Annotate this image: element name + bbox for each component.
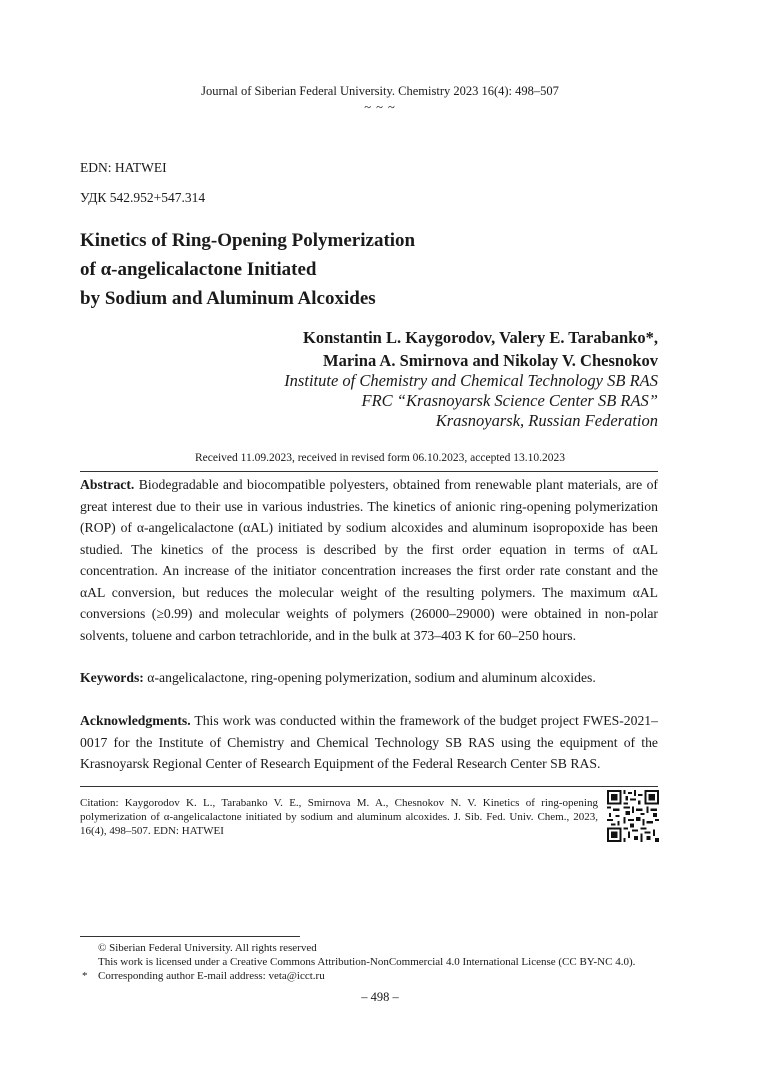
acknowledgments-text: This work was conducted within the framework of the budget project FWES-2021–0017 for the Institute of Chemistry and Chemical Technology SB RAS using the equipment of the Krasnoyarsk Regional Center of Research Equipment of the Federal Research Center SB RAS. (80, 713, 658, 771)
header-ornament: ~ ~ ~ (364, 100, 396, 114)
journal-header: Journal of Siberian Federal University. Chemistry 2023 16(4): 498–507 (201, 84, 559, 98)
received-dates: Received 11.09.2023, received in revised form 06.10.2023, accepted 13.10.2023 (194, 452, 566, 464)
qr-code-icon (607, 790, 659, 842)
authors (303, 326, 658, 372)
keywords (80, 667, 658, 689)
divider (80, 471, 658, 472)
corresponding-author-note: Corresponding author E-mail address: veta@icct.ru (98, 970, 325, 982)
license-note: This work is licensed under a Creative Commons Attribution-NonCommercial 4.0 International License (CC BY-NC 4.0). (98, 956, 636, 968)
citation: Citation: Kaygorodov K. L., Tarabanko V. E., Smirnova M. A., Chesnokov N. V. Kinetics of ring-opening polymerization of α-angelicalactone initiated by sodium and aluminum alcoxides. J. Sib. Fed. Univ. Chem., 2023, 16(4), 498–507. EDN: HATWEI (80, 797, 598, 837)
affiliation-line: Institute of Chemistry and Chemical Technology SB RAS (284, 371, 658, 390)
keywords-text: α-angelicalactone, ring-opening polymerization, sodium and aluminum alcoxides. (143, 670, 596, 685)
affiliation-line: FRC “Krasnoyarsk Science Center SB RAS” (361, 391, 658, 410)
divider (80, 786, 658, 787)
page-number: – 498 – (361, 990, 399, 1004)
paper-title (80, 226, 640, 313)
title-line: of α-angelicalactone Initiated (80, 259, 317, 280)
authors-line: Konstantin L. Kaygorodov, Valery E. Tarabanko*, (303, 328, 658, 347)
acknowledgments-label: Acknowledgments. (80, 713, 191, 728)
abstract-text: Biodegradable and biocompatible polyesters, obtained from renewable plant materials, are of great interest due to their use in various industries. The kinetics of anionic ring-opening polymerization (ROP) of α-angelicalactone (αAL) initiated by sodium alcoxides and aluminum isopropoxide has been studied. The kinetics of the process is described by the first order equation in terms of αAL concentration. An increase of the initiator concentration increases the first order rate constant and the αAL conversion, but reduces the molecular weight of the resulting polymers. The maximum αAL conversions (≥0.99) and molecular weights of polymers (26000–29000) were obtained in non-polar solvents, toluene and carbon tetrachloride, and in the bulk at 373–403 K for 60–250 hours. (80, 477, 658, 643)
abstract (80, 474, 658, 646)
acknowledgments (80, 710, 658, 775)
abstract-label: Abstract. (80, 477, 135, 492)
copyright-note: © Siberian Federal University. All rights reserved (98, 942, 317, 954)
edn-code: EDN: HATWEI (80, 160, 167, 175)
footnote-asterisk: * (82, 970, 88, 982)
affiliation-line: Krasnoyarsk, Russian Federation (435, 411, 658, 430)
authors-line: Marina A. Smirnova and Nikolay V. Chesnokov (323, 351, 658, 370)
keywords-label: Keywords: (80, 670, 144, 685)
title-line: Kinetics of Ring-Opening Polymerization (80, 230, 416, 251)
udk-code: УДК 542.952+547.314 (80, 190, 206, 205)
affiliation (284, 371, 658, 431)
title-line: by Sodium and Aluminum Alcoxides (80, 288, 376, 309)
footnote-rule (80, 936, 300, 937)
